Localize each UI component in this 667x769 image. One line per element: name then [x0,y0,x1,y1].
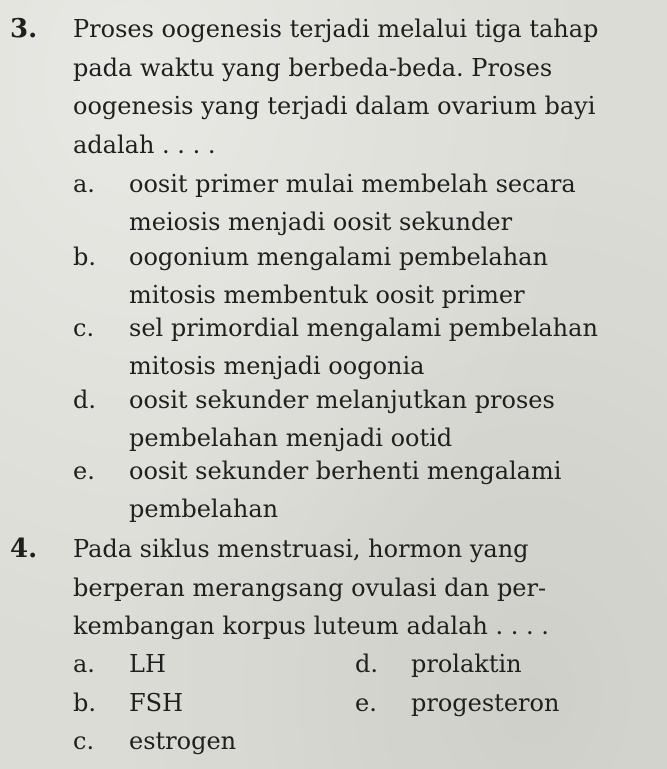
option-text [129,309,667,385]
option-text-line: mitosis menjadi oogonia [129,352,425,380]
option-text-line: oosit sekunder berhenti mengalami [129,457,562,485]
option-letter: b. [73,243,96,271]
option-text-line: meiosis menjadi oosit sekunder [129,208,513,236]
option-text-line: estrogen [129,727,237,755]
option-letter: a. [73,170,95,198]
option-text-line: sel primordial mengalami pembelahan [129,314,598,342]
option-text [129,722,667,760]
option-text-line: pembelahan menjadi ootid [129,424,453,452]
option-letter: c. [73,314,95,342]
option-text-line: oogonium mengalami pembelahan [129,243,548,271]
option-text-line: LH [129,650,166,678]
option-letter: d. [73,386,96,414]
question-4-stem-line: berperan merangsang ovulasi dan per- [73,573,547,602]
question-3-stem-line: pada waktu yang berbeda-beda. Proses [73,53,553,82]
question-3-stem-line: oogenesis yang terjadi dalam ovarium bayi [73,92,596,121]
option-letter: d. [355,650,378,678]
option-letter: e. [73,457,95,485]
option-letter: b. [73,689,96,717]
option-text [411,645,667,683]
option-text [129,165,667,241]
option-text-line: pembelahan [129,495,279,523]
option-text-line: oosit primer mulai membelah secara [129,170,576,198]
option-text-line: oosit sekunder melanjutkan proses [129,386,555,414]
option-text [411,684,667,722]
option-text-line: FSH [129,689,184,717]
question-4-stem-line: Pada siklus menstruasi, hormon yang [73,535,529,563]
question-4-number: 4. [10,534,38,564]
option-text-line: progesteron [411,689,560,717]
option-letter: c. [73,727,95,755]
question-3-stem-line: Proses oogenesis terjadi melalui tiga tahap [73,15,599,43]
option-text-line: prolaktin [411,650,522,678]
question-4-stem-line: kembangan korpus luteum adalah . . . . [73,612,549,641]
question-3-stem [73,10,663,164]
option-text [129,238,667,314]
option-letter: e. [355,689,377,717]
option-text [129,452,667,528]
question-3-number: 3. [10,14,38,44]
question-4-stem [73,530,663,646]
option-letter: a. [73,650,95,678]
option-text [129,381,667,457]
question-3-stem-line: adalah . . . . [73,130,216,159]
option-text-line: mitosis membentuk oosit primer [129,281,525,309]
